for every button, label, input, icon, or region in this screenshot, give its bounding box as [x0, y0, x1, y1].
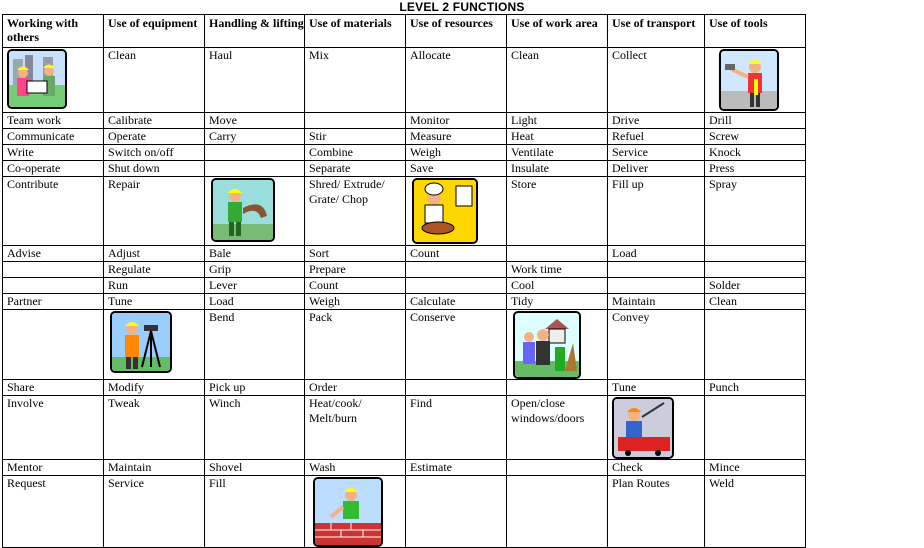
- table-cell: [406, 262, 507, 278]
- table-cell: Partner: [3, 294, 104, 310]
- table-cell: Estimate: [406, 460, 507, 476]
- table-row: [3, 145, 806, 161]
- table-cell: [305, 476, 406, 548]
- table-cell: Co-operate: [3, 161, 104, 177]
- table-cell: [507, 476, 608, 548]
- table-cell: [608, 396, 705, 460]
- table-cell: Clean: [104, 48, 205, 113]
- table-cell: Light: [507, 113, 608, 129]
- table-cell: [406, 380, 507, 396]
- header-cell: Use of transport: [608, 15, 705, 48]
- functions-table: [2, 14, 806, 548]
- table-cell: Contribute: [3, 177, 104, 246]
- table-cell: [3, 262, 104, 278]
- table-cell: Weld: [705, 476, 806, 548]
- header-cell: Use of tools: [705, 15, 806, 48]
- table-cell: Collect: [608, 48, 705, 113]
- table-cell: Regulate: [104, 262, 205, 278]
- table-cell: Modify: [104, 380, 205, 396]
- table-cell: [305, 113, 406, 129]
- table-cell: Convey: [608, 310, 705, 380]
- table-cell: Bend: [205, 310, 305, 380]
- table-cell: Load: [205, 294, 305, 310]
- table-cell: Share: [3, 380, 104, 396]
- table-cell: Maintain: [608, 294, 705, 310]
- table-cell: [205, 177, 305, 246]
- table-cell: Screw: [705, 129, 806, 145]
- table-cell: [406, 278, 507, 294]
- table-cell: [205, 145, 305, 161]
- table-cell: Open/close windows/doors: [507, 396, 608, 460]
- table-cell: Write: [3, 145, 104, 161]
- table-cell: Clean: [705, 294, 806, 310]
- table-cell: Clean: [507, 48, 608, 113]
- table-cell: Advise: [3, 246, 104, 262]
- table-cell: Knock: [705, 145, 806, 161]
- table-cell: Tidy: [507, 294, 608, 310]
- table-cell: Move: [205, 113, 305, 129]
- page-title-text: LEVEL 2 FUNCTIONS: [399, 0, 525, 14]
- table-cell: [608, 278, 705, 294]
- table-row: [3, 396, 806, 460]
- table-cell: Mentor: [3, 460, 104, 476]
- header-cell: Handling & lifting: [205, 15, 305, 48]
- table-cell: Carry: [205, 129, 305, 145]
- table-cell: Weigh: [406, 145, 507, 161]
- table-cell: Ventilate: [507, 145, 608, 161]
- table-cell: [104, 310, 205, 380]
- table-cell: Shovel: [205, 460, 305, 476]
- table-row: [3, 177, 806, 246]
- table-cell: Heat/cook/ Melt/burn: [305, 396, 406, 460]
- header-cell: Use of equipment: [104, 15, 205, 48]
- table-cell: Calibrate: [104, 113, 205, 129]
- table-row: [3, 460, 806, 476]
- table-cell: Measure: [406, 129, 507, 145]
- table-cell: Refuel: [608, 129, 705, 145]
- table-cell: Mix: [305, 48, 406, 113]
- drilling-worker-clipart: [719, 49, 779, 111]
- table-cell: Request: [3, 476, 104, 548]
- table-cell: Cool: [507, 278, 608, 294]
- header-cell: Working with others: [3, 15, 104, 48]
- table-cell: Involve: [3, 396, 104, 460]
- gardening-family-clipart: [513, 311, 581, 379]
- table-cell: Punch: [705, 380, 806, 396]
- table-cell: [705, 48, 806, 113]
- header-row: [3, 15, 806, 48]
- table-cell: Service: [608, 145, 705, 161]
- planning-workers-clipart: [7, 49, 67, 109]
- table-cell: Fill up: [608, 177, 705, 246]
- table-cell: [507, 460, 608, 476]
- header-cell: Use of work area: [507, 15, 608, 48]
- table-cell: [507, 380, 608, 396]
- table-cell: Weigh: [305, 294, 406, 310]
- table-cell: Count: [406, 246, 507, 262]
- table-cell: Work time: [507, 262, 608, 278]
- table-cell: [3, 48, 104, 113]
- table-cell: Find: [406, 396, 507, 460]
- table-cell: [406, 476, 507, 548]
- table-cell: [3, 310, 104, 380]
- table-cell: Spray: [705, 177, 806, 246]
- table-cell: Count: [305, 278, 406, 294]
- table-cell: Combine: [305, 145, 406, 161]
- table-cell: Insulate: [507, 161, 608, 177]
- table-cell: Mince: [705, 460, 806, 476]
- table-cell: Prepare: [305, 262, 406, 278]
- table-cell: Switch on/off: [104, 145, 205, 161]
- table-cell: Tweak: [104, 396, 205, 460]
- table-cell: Repair: [104, 177, 205, 246]
- worker-with-pipe-clipart: [211, 178, 275, 242]
- table-cell: Deliver: [608, 161, 705, 177]
- header-cell: Use of materials: [305, 15, 406, 48]
- table-cell: Conserve: [406, 310, 507, 380]
- table-cell: Bale: [205, 246, 305, 262]
- table-cell: Order: [305, 380, 406, 396]
- table-cell: Store: [507, 177, 608, 246]
- table-cell: [705, 396, 806, 460]
- table-cell: Drill: [705, 113, 806, 129]
- table-cell: [705, 262, 806, 278]
- table-cell: Shut down: [104, 161, 205, 177]
- table-cell: Monitor: [406, 113, 507, 129]
- table-cell: Tune: [608, 380, 705, 396]
- table-row: [3, 380, 806, 396]
- table-cell: [205, 161, 305, 177]
- table-cell: Communicate: [3, 129, 104, 145]
- table-cell: Stir: [305, 129, 406, 145]
- table-row: [3, 310, 806, 380]
- table-cell: Adjust: [104, 246, 205, 262]
- page-title: [0, 0, 924, 14]
- table-cell: Plan Routes: [608, 476, 705, 548]
- table-cell: [608, 262, 705, 278]
- table-cell: Press: [705, 161, 806, 177]
- table-cell: Drive: [608, 113, 705, 129]
- table-cell: Tune: [104, 294, 205, 310]
- table-row: [3, 278, 806, 294]
- table-cell: Separate: [305, 161, 406, 177]
- table-row: [3, 48, 806, 113]
- table-cell: [507, 310, 608, 380]
- chef-cooking-clipart: [412, 178, 478, 244]
- table-cell: Calculate: [406, 294, 507, 310]
- table-cell: Operate: [104, 129, 205, 145]
- table-cell: [3, 278, 104, 294]
- table-cell: Service: [104, 476, 205, 548]
- table-cell: Grip: [205, 262, 305, 278]
- table-cell: Heat: [507, 129, 608, 145]
- table-row: [3, 113, 806, 129]
- table-row: [3, 262, 806, 278]
- table-cell: Pack: [305, 310, 406, 380]
- table-cell: Pick up: [205, 380, 305, 396]
- table-cell: Winch: [205, 396, 305, 460]
- surveyor-clipart: [110, 311, 172, 373]
- table-cell: Load: [608, 246, 705, 262]
- bricklayer-clipart: [313, 477, 383, 547]
- table-cell: Sort: [305, 246, 406, 262]
- table-cell: Allocate: [406, 48, 507, 113]
- table-row: [3, 246, 806, 262]
- table-cell: Check: [608, 460, 705, 476]
- table-cell: Save: [406, 161, 507, 177]
- table-cell: Fill: [205, 476, 305, 548]
- table-cell: Wash: [305, 460, 406, 476]
- table-cell: Solder: [705, 278, 806, 294]
- header-cell: Use of resources: [406, 15, 507, 48]
- table-cell: Shred/ Extrude/ Grate/ Chop: [305, 177, 406, 246]
- table-row: [3, 129, 806, 145]
- table-cell: [406, 177, 507, 246]
- table-row: [3, 161, 806, 177]
- table-cell: [705, 246, 806, 262]
- table-row: [3, 476, 806, 548]
- table-cell: Team work: [3, 113, 104, 129]
- table-cell: Haul: [205, 48, 305, 113]
- table-row: [3, 294, 806, 310]
- table-cell: Maintain: [104, 460, 205, 476]
- table-cell: Run: [104, 278, 205, 294]
- forklift-driver-clipart: [612, 397, 674, 459]
- table-cell: Lever: [205, 278, 305, 294]
- table-cell: [705, 310, 806, 380]
- table-cell: [507, 246, 608, 262]
